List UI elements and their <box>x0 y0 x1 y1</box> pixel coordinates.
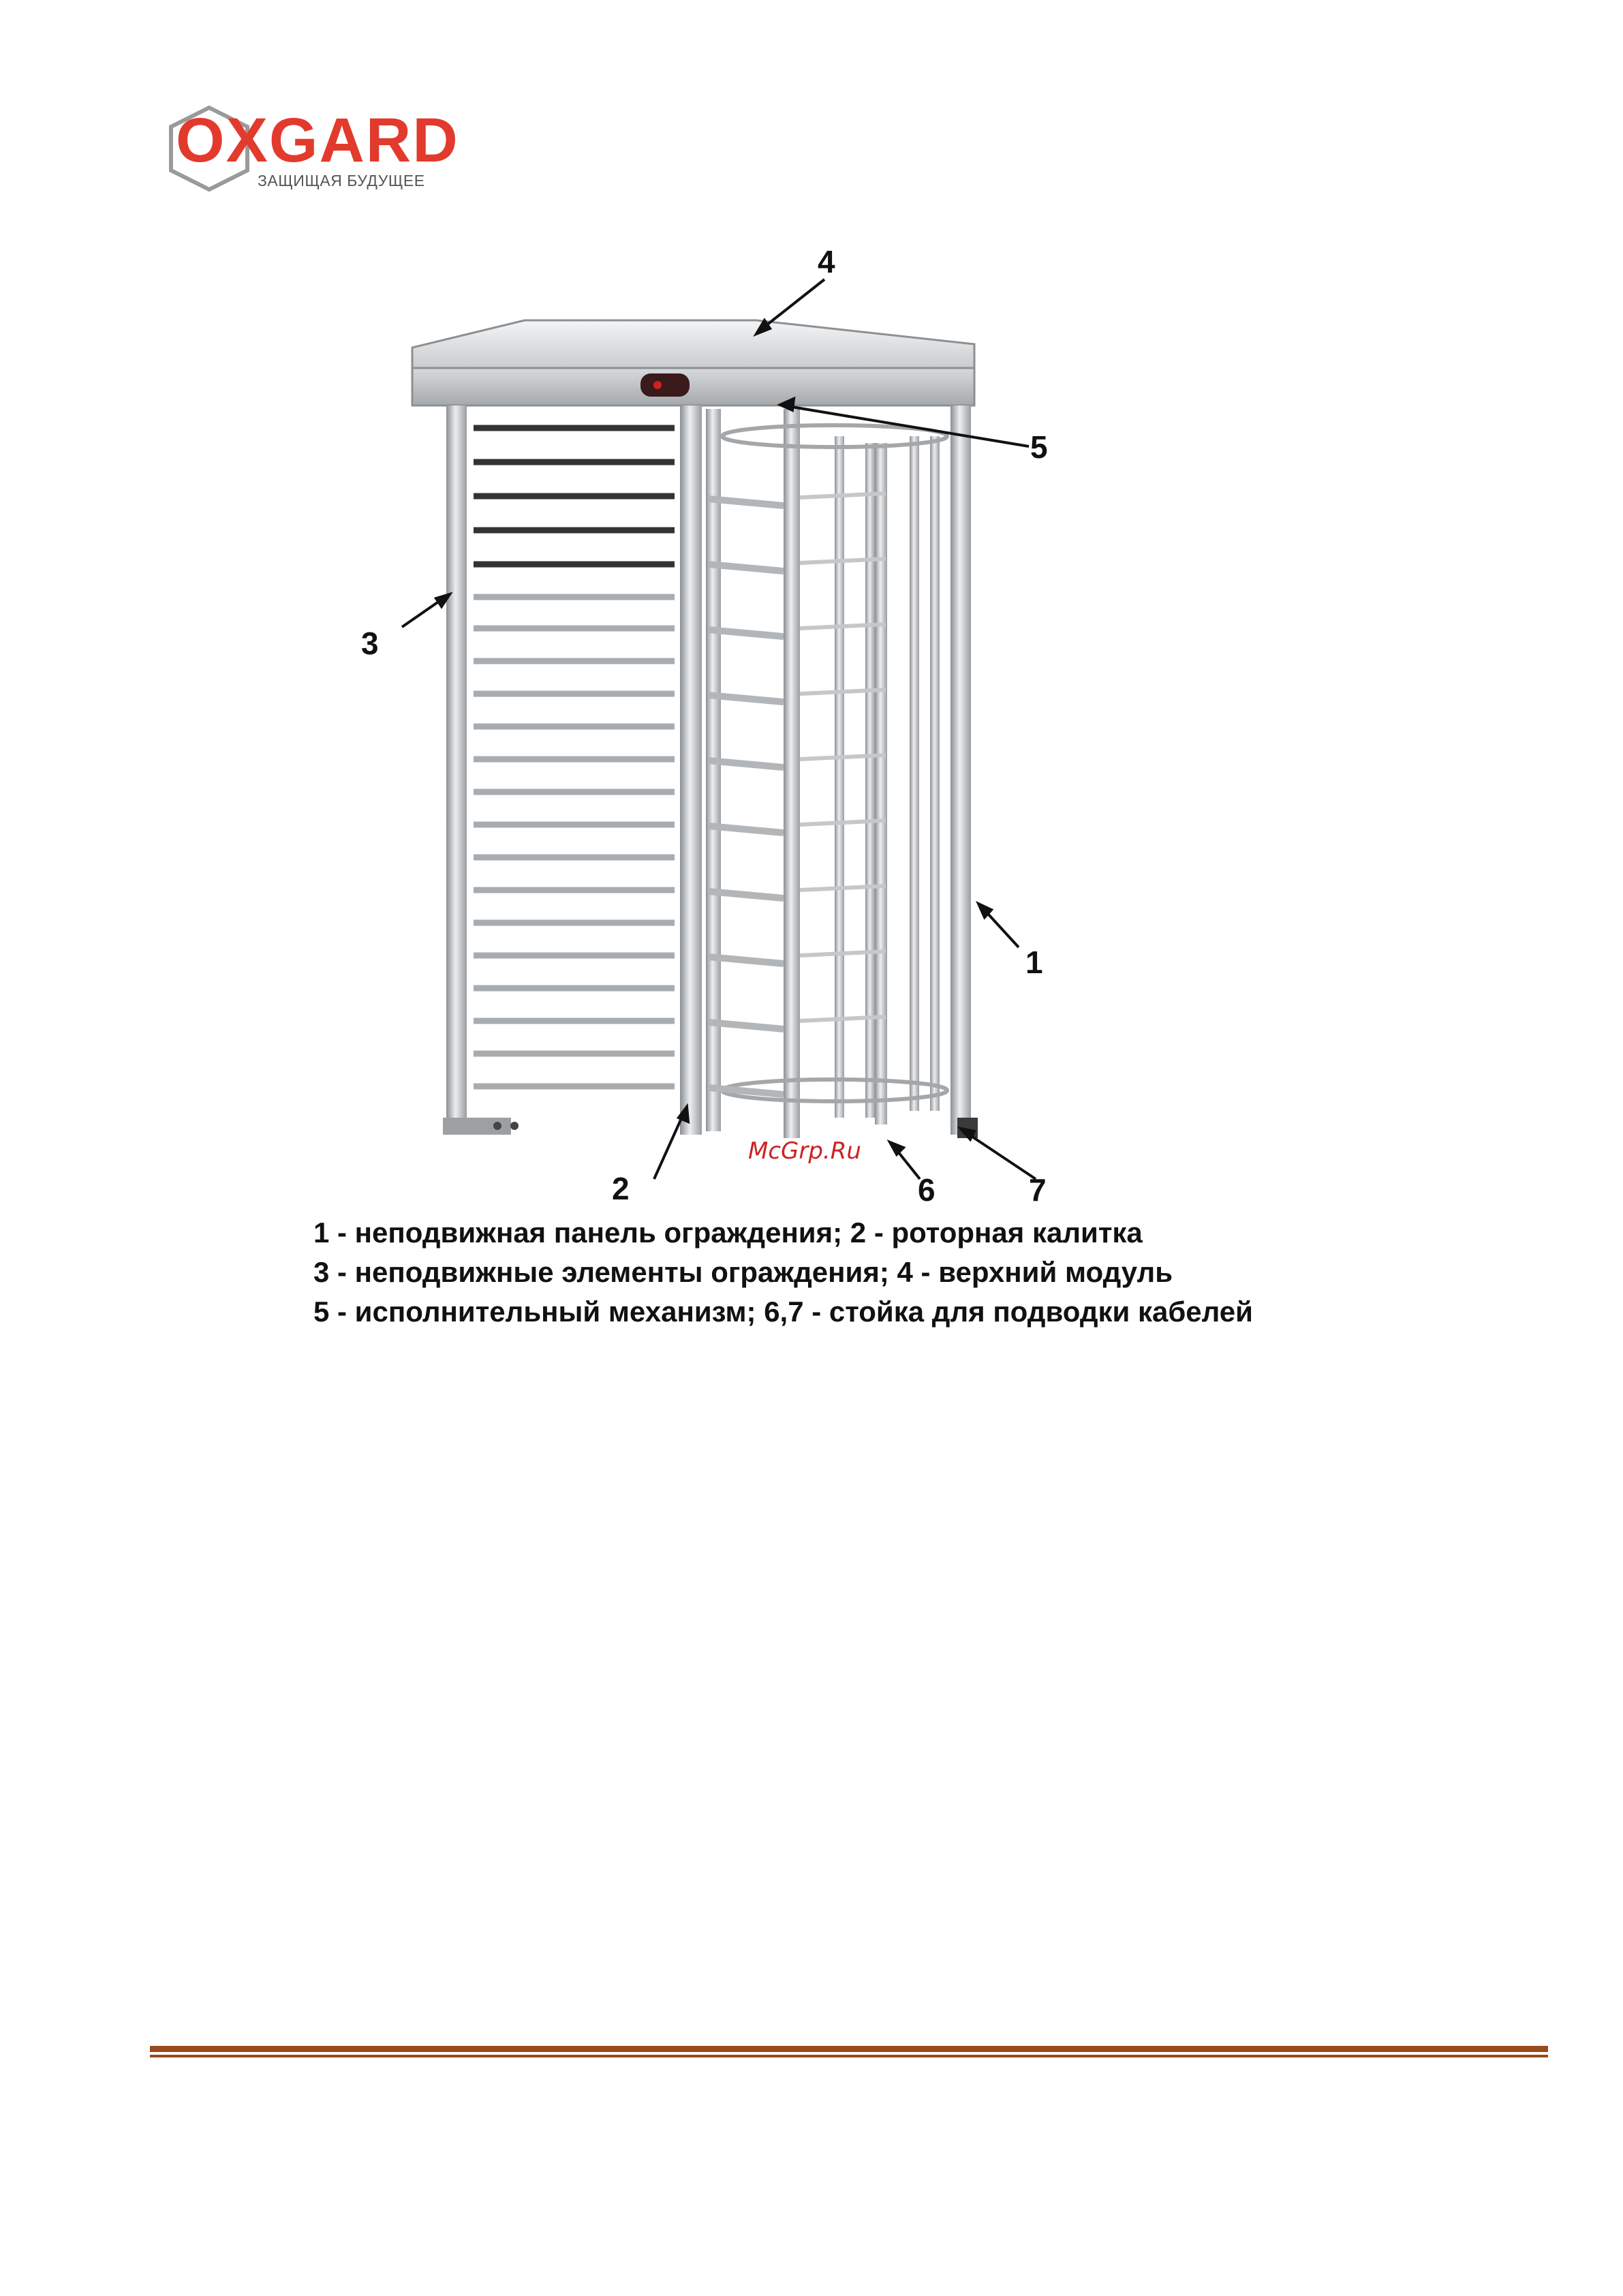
logo-wordmark: OXGARD <box>176 106 459 175</box>
caption-line: 1 - неподвижная панель ограждения; 2 - роторная калитка <box>313 1216 1143 1249</box>
callout-5: 5 <box>1030 429 1048 465</box>
figure-caption <box>313 1213 1540 1332</box>
logo-tagline: ЗАЩИЩАЯ БУДУЩЕЕ <box>258 172 425 189</box>
callout-2: 2 <box>612 1171 630 1206</box>
footer-rule-thin <box>150 2055 1548 2057</box>
callout-7: 7 <box>1029 1172 1047 1208</box>
caption-line: 3 - неподвижные элементы ограждения; 4 - верхний модуль <box>313 1256 1173 1288</box>
callout-6: 6 <box>918 1172 936 1208</box>
callout-3: 3 <box>361 626 379 661</box>
footer-rule <box>150 2046 1548 2052</box>
caption-line: 5 - исполнительный механизм; 6,7 - стойка для подводки кабелей <box>313 1296 1253 1328</box>
callout-1: 1 <box>1025 945 1043 980</box>
watermark: McGrp.Ru <box>748 1137 861 1165</box>
callout-4: 4 <box>818 244 835 279</box>
